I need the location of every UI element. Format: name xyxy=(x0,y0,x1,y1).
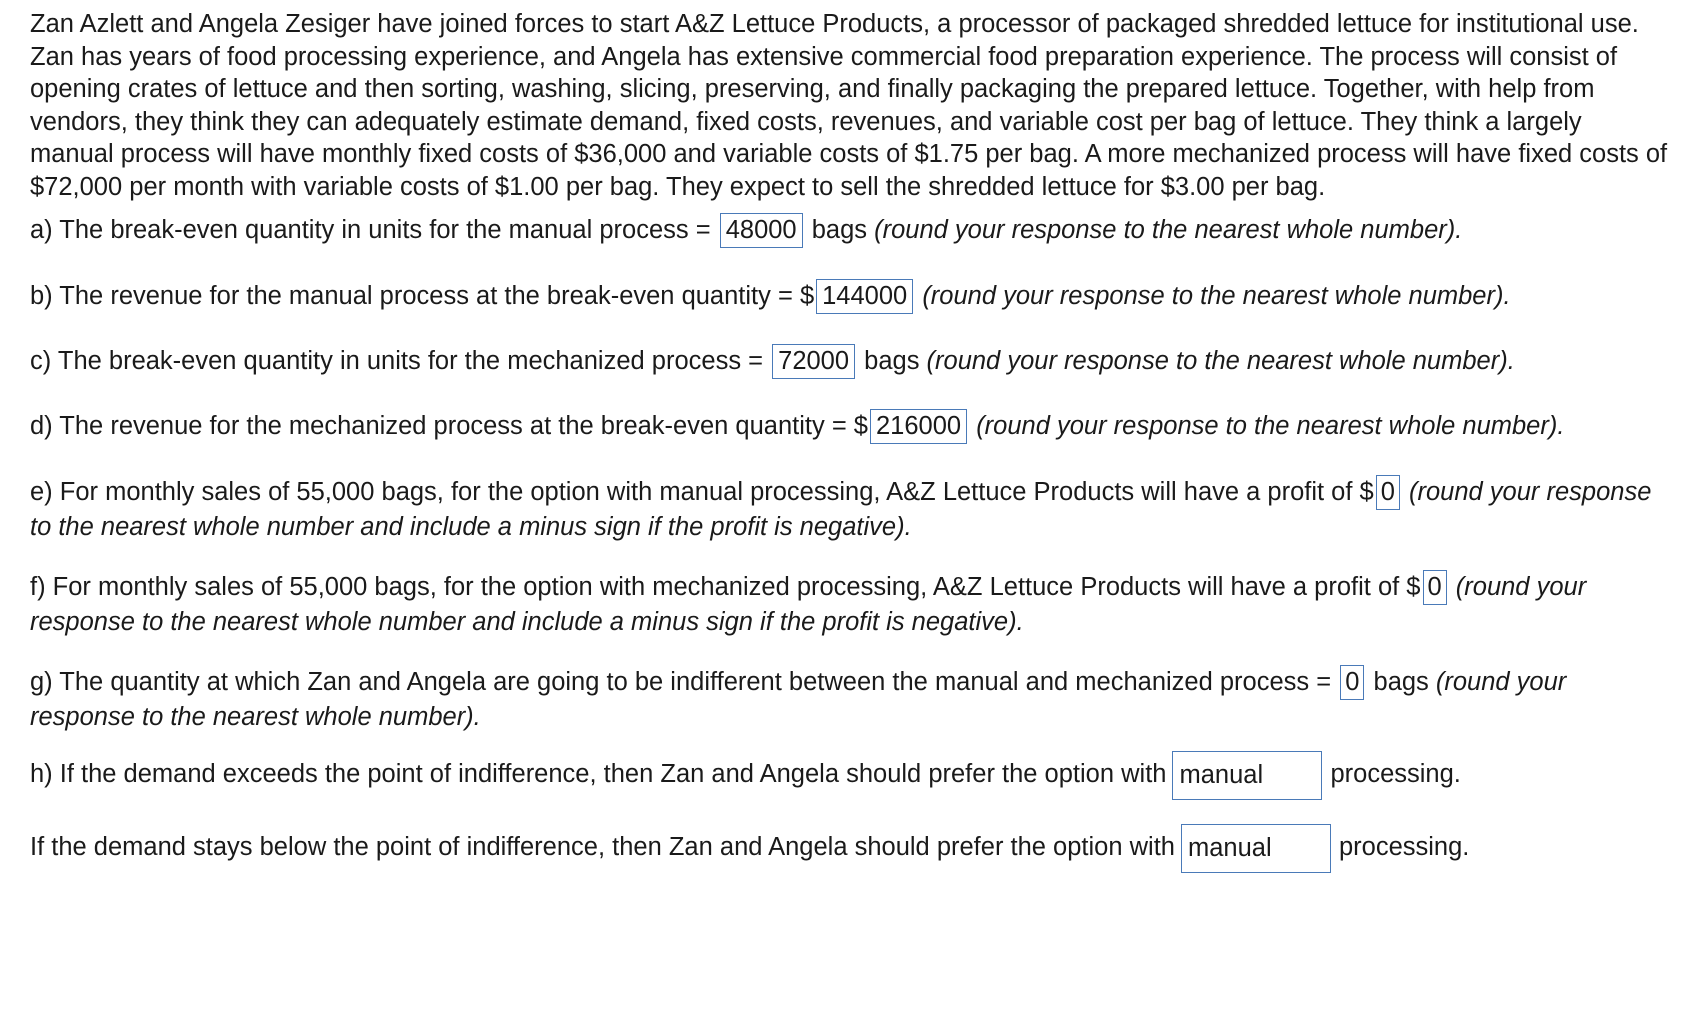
question-b-hint: (round your response to the nearest whole number). xyxy=(922,282,1511,310)
answer-h-select[interactable]: manual xyxy=(1172,751,1322,800)
answer-h2-select[interactable]: manual xyxy=(1181,824,1331,873)
question-d xyxy=(30,409,1670,444)
question-a-suffix: bags xyxy=(804,216,875,244)
question-a-text: a) The break-even quantity in units for the manual process = xyxy=(30,216,718,244)
question-c-text: c) The break-even quantity in units for the mechanized process = xyxy=(30,347,771,375)
question-h2-text: If the demand stays below the point of indifference, then Zan and Angela should prefer the option with xyxy=(30,833,1175,862)
question-h2-suffix: processing. xyxy=(1338,833,1470,862)
question-c xyxy=(30,344,1670,379)
question-g xyxy=(30,665,1670,735)
question-a xyxy=(30,213,1670,248)
problem-container xyxy=(30,8,1670,862)
answer-a-input[interactable]: 48000 xyxy=(720,213,803,248)
question-f-text: f) For monthly sales of 55,000 bags, for the option with mechanized processing, A&Z Lettuce Products will have a profit of $ xyxy=(30,573,1421,601)
question-h-text: h) If the demand exceeds the point of indifference, then Zan and Angela should prefer the option with xyxy=(30,760,1167,789)
question-e-hint: (round your response to the nearest whole number and include a minus sign if the profit is negative). xyxy=(30,478,1652,541)
question-g-text: g) The quantity at which Zan and Angela are going to be indifferent between the manual and mechanized process = xyxy=(30,668,1339,696)
answer-d-input[interactable]: 216000 xyxy=(870,409,967,444)
question-b-text: b) The revenue for the manual process at the break-even quantity = $ xyxy=(30,282,815,310)
question-e-text: e) For monthly sales of 55,000 bags, for the option with manual processing, A&Z Lettuce Products will have a profit of $ xyxy=(30,478,1374,506)
question-f xyxy=(30,570,1670,640)
answer-b-input[interactable]: 144000 xyxy=(816,279,913,314)
question-a-hint: (round your response to the nearest whole number). xyxy=(874,216,1463,244)
problem-intro: Zan Azlett and Angela Zesiger have joined forces to start A&Z Lettuce Products, a processor of packaged shredded lettuce for institutional use. Zan has years of food processing experience, and Angela has extensive commercial food preparation experience. The process will consist of opening crates of lettuce and then sorting, washing, slicing, preserving, and finally packaging the prepared lettuce. Together, with help from vendors, they think they can adequately estimate demand, fixed costs, revenues, and variable cost per bag of lettuce. They think a largely manual process will have monthly fixed costs of $36,000 and variable costs of $1.75 per bag. A more mechanized process will have fixed costs of $72,000 per month with variable costs of $1.00 per bag. They expect to sell the shredded lettuce for $3.00 per bag. xyxy=(30,10,1668,201)
question-e-suffix xyxy=(1402,478,1409,506)
question-h-suffix: processing. xyxy=(1330,760,1461,789)
question-b xyxy=(30,279,1670,314)
question-c-hint: (round your response to the nearest whole number). xyxy=(926,347,1515,375)
answer-f-input[interactable]: 0 xyxy=(1423,570,1447,605)
question-d-text: d) The revenue for the mechanized process at the break-even quantity = $ xyxy=(30,412,868,440)
question-h2 xyxy=(30,824,1670,873)
question-f-hint: (round your response to the nearest whole number and include a minus sign if the profit is negative). xyxy=(30,573,1587,636)
question-g-suffix: bags xyxy=(1366,668,1436,696)
question-f-suffix xyxy=(1449,573,1456,601)
question-d-hint: (round your response to the nearest whole number). xyxy=(976,412,1565,440)
question-c-suffix: bags xyxy=(857,347,927,375)
question-h xyxy=(30,751,1670,800)
answer-e-input[interactable]: 0 xyxy=(1376,475,1400,510)
question-e xyxy=(30,475,1670,545)
answer-g-input[interactable]: 0 xyxy=(1340,665,1364,700)
question-g-hint: (round your response to the nearest whole number). xyxy=(30,668,1567,731)
answer-c-input[interactable]: 72000 xyxy=(772,344,855,379)
